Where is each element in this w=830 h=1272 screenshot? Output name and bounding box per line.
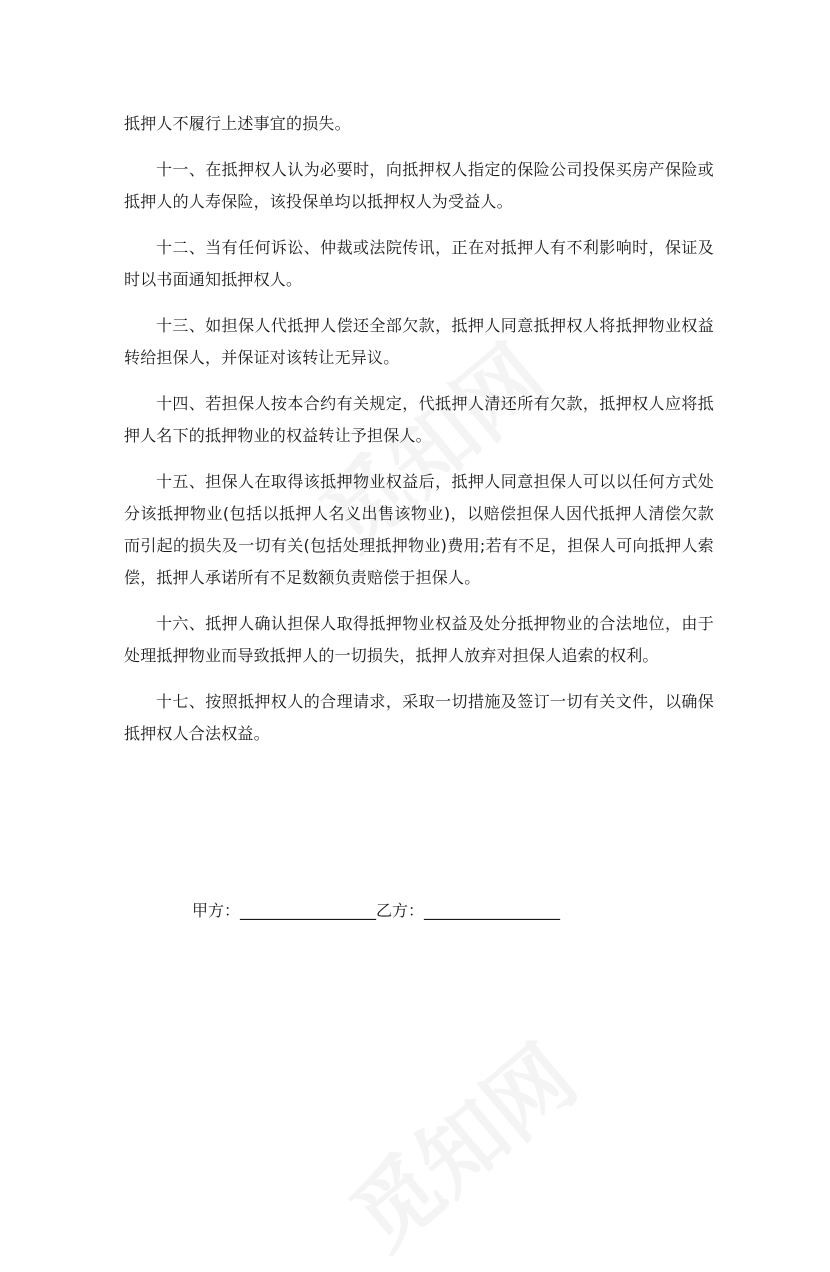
- paragraph-clause-12: 十二、当有任何诉讼、仲裁或法院传讯，正在对抵押人有不利影响时，保证及时以书面通知抵押权人。: [124, 238, 714, 289]
- party-a-signature: 甲方：_________________: [192, 901, 377, 920]
- document-body: [124, 108, 714, 764]
- paragraph-clause-11: 十一、在抵押权人认为必要时，向抵押权人指定的保险公司投保买房产保险或抵押人的人寿保险，该投保单均以抵押权人为受益人。: [124, 160, 714, 211]
- signature-line: [192, 897, 560, 925]
- paragraph-clause-14: 十四、若担保人按本合约有关规定，代抵押人清还所有欠款，抵押权人应将抵押人名下的抵押物业的权益转让予担保人。: [124, 394, 714, 445]
- watermark: [320, 1012, 597, 1272]
- paragraph-clause-15: 十五、担保人在取得该抵押物业权益后，抵押人同意担保人可以以任何方式处分该抵押物业(包括以抵押人名义出售该物业)，以赔偿担保人因代抵押人清偿欠款而引起的损失及一切有关(包括处理抵押物业)费用;若有不足，担保人可向抵押人索偿，抵押人承诺所有不足数额负责赔偿于担保人。: [124, 472, 714, 587]
- paragraph-clause-17: 十七、按照抵押权人的合理请求，采取一切措施及签订一切有关文件，以确保抵押权人合法权益。: [124, 692, 714, 743]
- paragraph-clause-16: 十六、抵押人确认担保人取得抵押物业权益及处分抵押物业的合法地位，由于处理抵押物业而导致抵押人的一切损失，抵押人放弃对担保人追索的权利。: [124, 614, 714, 665]
- paragraph-clause-13: 十三、如担保人代抵押人偿还全部欠款，抵押人同意抵押权人将抵押物业权益转给担保人，并保证对该转让无异议。: [124, 316, 714, 367]
- party-b-signature: 乙方：_________________: [376, 901, 561, 920]
- paragraph: 抵押人不履行上述事宜的损失。: [124, 114, 351, 133]
